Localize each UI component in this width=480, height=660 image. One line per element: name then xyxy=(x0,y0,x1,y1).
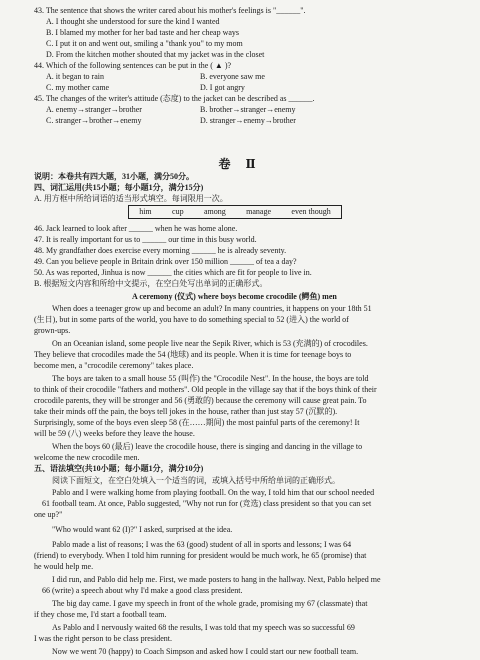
word-box xyxy=(128,205,342,219)
text-line: 46. Jack learned to look after ______ when he was home alone. xyxy=(34,224,238,233)
answer-option: C. stranger→brother→enemy xyxy=(46,116,142,125)
answer-option: D. I got angry xyxy=(200,83,245,92)
text-line: I was the right person to be class president. xyxy=(34,634,172,643)
text-line: C. I put it on and went out, smiling a "thank you" to my mom xyxy=(46,39,243,48)
answer-option: C. my mother came xyxy=(46,83,110,92)
text-line: When does a teenager grow up and become an adult? In many countries, it happens on your 18th 51 xyxy=(52,304,372,313)
text-line: 四、词汇运用(共15小题；每小题1分，满分15分) xyxy=(34,183,204,192)
text-line: I did run, and Pablo did help me. First, we made posters to hang in the hallway. Next, Pablo helped me xyxy=(52,575,381,584)
text-line: Surprisingly, some of the boys even sleep 58 (在……期间) the most painful parts of the ceremony! It xyxy=(34,418,360,427)
text-line: he would help me. xyxy=(34,562,94,571)
text-line: 66 (write) a speech about why I'd make a good class president. xyxy=(42,586,243,595)
text-line: grown-ups. xyxy=(34,326,71,335)
text-line: They believe that crocodiles made the 54 (地球) and its people. When it is time for teenage boys to xyxy=(34,350,352,359)
word-box-item: even though xyxy=(291,207,331,216)
text-line: Now we went 70 (happy) to Coach Simpson and asked how I could start our new football team. xyxy=(52,647,359,656)
text-line: one up?" xyxy=(34,510,63,519)
text-line: D. From the kitchen mother shouted that my jacket was in the closet xyxy=(46,50,265,59)
text-line: welcome the new crocodile men. xyxy=(34,453,140,462)
text-line: The big day came. I gave my speech in front of the whole grade, promising my 67 (classmate) that xyxy=(52,599,368,608)
word-box-item: manage xyxy=(246,207,272,216)
text-line: B. I blamed my mother for her bad taste and her cheap ways xyxy=(46,28,240,37)
answer-option: A. it began to rain xyxy=(46,72,104,81)
answer-option: B. brother→stranger→enemy xyxy=(200,105,296,114)
word-box-item: cup xyxy=(172,207,184,216)
text-line: take their minds off the pain, the boys tell jokes in the house, rather than just stay 57 (沉默的). xyxy=(34,407,338,416)
answer-option: B. everyone saw me xyxy=(200,72,265,81)
text-line: As Pablo and I nervously waited 68 the results, I was told that my speech was so successful 69 xyxy=(52,623,355,632)
text-line: become men, a "crocodile ceremony" takes place. xyxy=(34,361,194,370)
text-line: (friend) to everybody. When I told him running for president would be much work, he 65 (promise) that xyxy=(34,551,367,560)
text-line: 49. Can you believe people in Britain drink over 150 million ______ of tea a day? xyxy=(34,257,297,266)
text-line: A. I thought she understood for sure the kind I wanted xyxy=(46,17,220,26)
text-line: 说明：本卷共有四大题，31小题，满分50分。 xyxy=(34,172,194,181)
text-line: 61 football team. At once, Pablo suggested, "Why not run for (竞选) class president so that you can set xyxy=(42,499,372,508)
word-box-item: him xyxy=(139,207,152,216)
text-line: When the boys 60 (最后) leave the crocodile house, there is singing and dancing in the village to xyxy=(52,442,363,451)
text-line: "Who would want 62 (I)?" I asked, surprised at the idea. xyxy=(52,525,233,534)
text-line: will be 59 (八) weeks before they leave the house. xyxy=(34,429,195,438)
text-line: 五、语法填空(共10小题；每小题1分，满分10分) xyxy=(34,464,204,473)
text-line: A ceremony (仪式) where boys become crocodile (鳄鱼) men xyxy=(132,292,337,301)
text-line: On an Oceanian island, some people live near the Sepik River, which is 53 (充满的) of crocodiles. xyxy=(52,339,368,348)
word-box-item: among xyxy=(203,207,226,216)
text-line: 45. The changes of the writer's attitude (态度) to the jacket can be described as ______. xyxy=(34,94,315,103)
text-line: 50. As was reported, Jinhua is now ______ the cities which are fit for people to live in. xyxy=(34,268,312,277)
answer-option: A. enemy→stranger→brother xyxy=(46,105,142,114)
text-line: Pablo and I were walking home from playing football. On the way, I told him that our school needed xyxy=(52,488,375,497)
text-line: to think of their crocodile "fathers and mothers". Old people in the village say that if the boys think of their xyxy=(34,385,377,394)
answer-option: D. stranger→enemy→brother xyxy=(200,116,296,125)
text-line: 阅读下面短文，在空白处填入一个适当的词，或填入括号中所给单词的正确形式。 xyxy=(52,476,340,485)
text-line: 44. Which of the following sentences can be put in the ( ▲ )? xyxy=(34,61,232,70)
text-line: 47. It is really important for us to ______ our time in this busy world. xyxy=(34,235,257,244)
text-line: 48. My grandfather does exercise every morning ______ he is already seventy. xyxy=(34,246,287,255)
text-line: if they chose me, I'd start a football team. xyxy=(34,610,167,619)
section-title: 卷 Ⅱ xyxy=(218,157,262,171)
text-line: crocodile parents, they will be stronger and 56 (勇敢的) because the ceremony will cause great pain. To xyxy=(34,396,367,405)
text-line: (生日), but in some parts of the world, you have to do something special to 52 (进入) the world of xyxy=(34,315,349,324)
text-line: The boys are taken to a small house 55 (叫作) the "Crocodile Nest". In the house, the boys are told xyxy=(52,374,369,383)
text-line: B. 根据短文内容和所给中文提示，在空白处写出单词的正确形式。 xyxy=(34,279,268,288)
text-line: A. 用方框中所给词语的适当形式填空。每词限用一次。 xyxy=(34,194,228,203)
text-line: 43. The sentence that shows the writer cared about his mother's feelings is "______". xyxy=(34,6,306,15)
text-line: Pablo made a list of reasons; I was the 63 (good) student of all in sports and lessons; I was 64 xyxy=(52,540,352,549)
